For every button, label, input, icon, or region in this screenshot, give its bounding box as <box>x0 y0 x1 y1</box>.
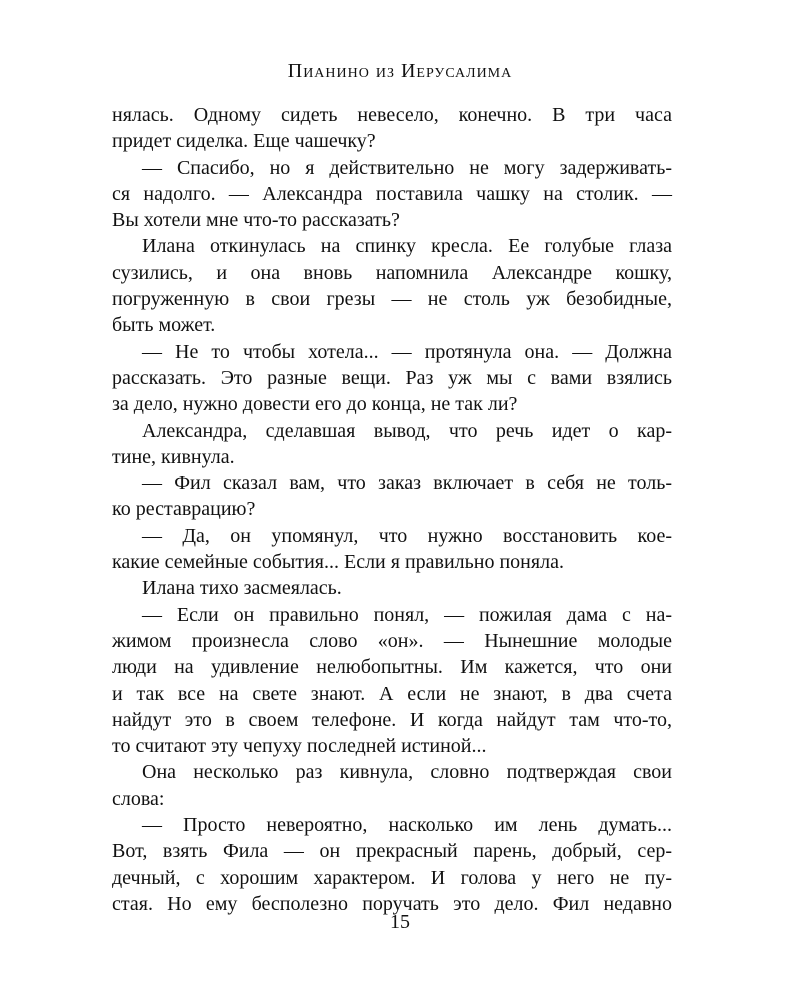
text-line: Вот, взять Фила — он прекрасный парень, добрый, сер- <box>112 840 672 863</box>
text-line: погруженную в свои грезы — не столь уж безобидные, <box>112 288 672 311</box>
text-line: Вы хотели мне что-то рассказать? <box>112 209 400 232</box>
text-line: Александра, сделавшая вывод, что речь идет о кар- <box>142 419 672 442</box>
text-line: быть может. <box>112 314 216 337</box>
text-line: — Если он правильно понял, — пожилая дама с на- <box>142 603 672 626</box>
text-line: — Просто невероятно, насколько им лень думать... <box>142 814 672 837</box>
text-line: ко реставрацию? <box>112 498 256 521</box>
text-line: Илана откинулась на спинку кресла. Ее голубые глаза <box>142 235 672 258</box>
text-line: то считают эту чепуху последней истиной... <box>112 735 487 758</box>
text-line: — Не то чтобы хотела... — протянула она. — Должна <box>142 340 672 363</box>
text-line: — Спасибо, но я действительно не могу задерживать- <box>142 156 672 179</box>
text-line: — Да, он упомянул, что нужно восстановить кое- <box>142 524 672 547</box>
text-line: нялась. Одному сидеть невесело, конечно. В три часа <box>112 104 672 126</box>
text-line: Илана тихо засмеялась. <box>142 577 342 600</box>
running-head: Пианино из Иерусалима <box>287 60 513 82</box>
text-line: найдут это в своем телефоне. И когда найдут там что-то, <box>112 708 672 731</box>
text-line: люди на удивление нелюбопытны. Им кажется, что они <box>112 656 672 679</box>
text-line: стая. Но ему бесполезно поручать это дело. Фил недавно <box>112 892 672 915</box>
text-line: дечный, с хорошим характером. И голова у него не пу- <box>112 866 672 889</box>
text-line: жимом произнесла слово «он». — Нынешние молодые <box>112 629 672 652</box>
text-line: слова: <box>112 787 165 810</box>
text-line: тине, кивнула. <box>112 445 235 468</box>
text-line: рассказать. Это разные вещи. Раз уж мы с вами взялись <box>112 366 672 389</box>
text-line: сузились, и она вновь напомнила Александре кошку, <box>112 261 672 284</box>
text-line: Она несколько раз кивнула, словно подтверждая свои <box>142 761 672 784</box>
body-text <box>112 102 672 917</box>
text-line: и так все на свете знают. А если не знают, в два счета <box>112 682 672 705</box>
text-line: — Фил сказал вам, что заказ включает в себя не толь- <box>142 472 672 495</box>
text-line: ся надолго. — Александра поставила чашку на столик. — <box>112 182 672 205</box>
text-line: какие семейные события... Если я правильно поняла. <box>112 551 564 574</box>
text-line: за дело, нужно довести его до конца, не так ли? <box>112 393 518 416</box>
page-number: 15 <box>390 911 410 933</box>
text-line: придет сиделка. Еще чашечку? <box>112 130 376 153</box>
